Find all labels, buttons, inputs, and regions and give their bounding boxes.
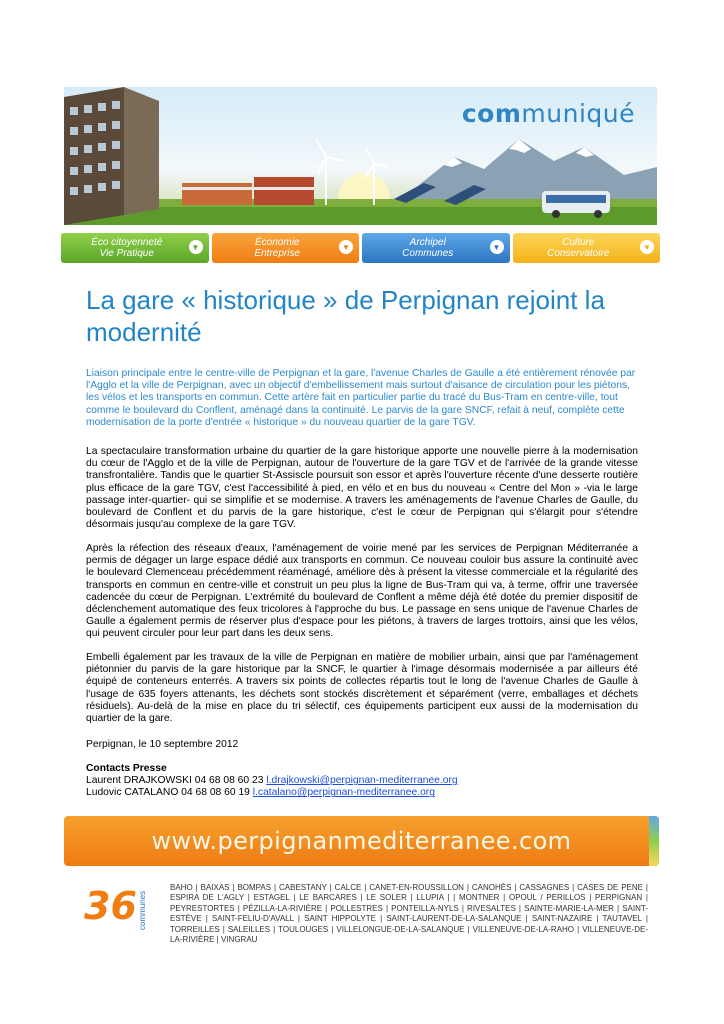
tab-label-line1: Culture — [562, 237, 595, 248]
website-url: www.perpignanmediterranee.com — [151, 827, 572, 855]
header-banner — [64, 87, 657, 225]
tab-label-line2: Vie Pratique — [99, 248, 154, 259]
tab-label-line1: Éco citoyenneté — [91, 237, 163, 248]
contact-line — [86, 775, 638, 787]
tab-label-line2: Communes — [402, 248, 454, 259]
website-banner[interactable] — [64, 816, 659, 866]
contacts-heading: Contacts Presse — [86, 763, 167, 774]
contact-email-link[interactable]: l.drajkowski@perpignan-mediterranee.org — [266, 775, 458, 787]
press-contacts — [86, 763, 638, 800]
article-date: Perpignan, le 10 septembre 2012 — [86, 739, 239, 750]
tab-label-line1: Économie — [255, 237, 300, 248]
article-paragraph: La spectaculaire transformation urbaine du quartier de la gare historique apporte une nouvelle pierre à la modernisation du cœur de l'Agglo et de la ville de Perpignan, autour de l'ouverture de la gare TGV et de l'arrivée de la grande vitesse transfrontalière. Tandis que le quartier St-Assiscle poursuit son essor et après l'ouverture récente d'une desserte routière plus efficace de la gare TGV, c'est l'accessibilité à pied, en vélo et en bus du nouveau « Centre del Mon » -via le large passage inter-quartier- qui se simplifie et se modernise. A travers les aménagements de l'avenue Charles de Gaulle, du boulevard de Conflent et du parvis de la gare historique, c'est le cœur de Perpignan qui s'élargit pour s'étendre désormais jusqu'au complexe de la gare TGV. — [86, 446, 638, 531]
article-paragraph: Après la réfection des réseaux d'eaux, l'aménagement de voirie mené par les services de Perpignan Méditerranée a permis de dégager un large espace dédié aux transports en commun. Ce nouveau couloir bus assure la continuité avec le boulevard Clemenceau précédemment réaménagé, améliore dès à présent la vitesse commerciale et la régularité des transports en commun en centre-ville et construit un peu plus la ligne de Bus-Tram qui va, à terme, offrir une traversée cadencée du cœur de Perpignan. L'extrémité du boulevard de Conflent a même déjà été dotée du premier dispositif de déclenchement automatique des feux tricolores à l'approche du bus. Le passage en sens unique de l'avenue Charles de Gaulle a également permis de réserver plus d'espace pour les piétons, à travers de larges trottoirs, ainsi que les vélos, qui peuvent circuler pour leur part dans les deux sens. — [86, 543, 638, 640]
communes-logo — [84, 882, 156, 930]
communique-logo — [462, 99, 635, 128]
logo-text-part2: muniqué — [521, 99, 635, 128]
tab-label-line2: Conservatoire — [547, 248, 610, 259]
arrow-down-icon: ▼ — [339, 240, 353, 254]
logo-word: communes — [138, 890, 147, 930]
article-lead: Liaison principale entre le centre-ville de Perpignan et la gare, l'avenue Charles de Gaulle a été entièrement rénovée par l'Agglo et la ville de Perpignan, avec un objectif d'embellissement mais surtout d'aisance de circulation pour les piétons, les vélos et les transports en commun. Cette artère fait en particulier partie du tracé du Bus-Tram en centre-ville, tout comme le boulevard du Conflent, aménagé dans la continuité. Le parvis de la gare SNCF, refait à neuf, complète cette modernisation de la porte d'entrée « historique » du nouveau quartier de la gare TGV. — [86, 368, 636, 428]
tab-eco-citoyennete[interactable] — [61, 233, 209, 263]
tab-culture[interactable] — [513, 233, 661, 263]
contact-name: Laurent DRAJKOWSKI 04 68 08 60 23 — [86, 775, 264, 787]
contact-line — [86, 787, 638, 799]
article-title: La gare « historique » de Perpignan rejoint la modernité — [86, 285, 605, 347]
tab-label-line1: Archipel — [409, 237, 446, 248]
tab-label-line2: Entreprise — [254, 248, 301, 259]
tab-economie[interactable] — [212, 233, 360, 263]
tab-archipel[interactable] — [362, 233, 510, 263]
contact-email-link[interactable]: l.catalano@perpignan-mediterranee.org — [252, 787, 435, 799]
arrow-down-icon: ▼ — [189, 240, 203, 254]
category-nav — [61, 233, 660, 263]
logo-text-part1: com — [461, 99, 522, 128]
article-paragraph: Embelli également par les travaux de la ville de Perpignan en matière de mobilier urbain, ainsi que par l'aménagement piétonnier du parvis de la gare historique par la SNCF, le quartier à l'image désormais modernisée a par ailleurs été équipé de conteneurs enterrés. A travers six points de collectes répartis tout le long de l'avenue Charles de Gaulle à l'usage de 635 foyers attenants, les déchets sont stockés discrètement et séparément (verre, emballages et déchets résiduels). Au-delà de la mise en place du tri sélectif, ces équipements participent eux aussi de la modernisation du quartier de la gare. — [86, 652, 638, 725]
contact-name: Ludovic CATALANO 04 68 08 60 19 — [86, 787, 250, 799]
communes-list: BAHO | BAIXAS | BOMPAS | CABESTANY | CALCE | CANET-EN-ROUSSILLON | CANOHÈS | CASSAGNES | CASES DE PENE | ESPIRA DE L'AGLY | ESTAGEL | LE BARCARES | LE SOLER | LLUPIA | | MONTNER | OPOUL / PERILLOS | PERPIGNAN | PEYRESTORTES | PÉZILLA-LA-RIVIÈRE | POLLESTRES | PONTEILLA-NYLS | RIVESALTES | SAINTE-MARIE-LA-MER | SAINT-ESTÈVE | SAINT-FELIU-D'AVALL | SAINT HIPPOLYTE | SAINT-LAURENT-DE-LA-SALANQUE | SAINT-NAZAIRE | TAUTAVEL | TORREILLES | SALEILLES | TOULOUGES | VILLELONGUE-DE-LA-SALANQUE | VILLENEUVE-DE-LA-RAHO | VILLENEUVE-DE-LA-RIVIÈRE | VINGRAU — [170, 883, 648, 945]
arrow-down-icon: ▼ — [490, 240, 504, 254]
color-stripe — [649, 816, 659, 866]
arrow-down-icon: ▼ — [640, 240, 654, 254]
logo-number: 36 — [84, 884, 137, 928]
